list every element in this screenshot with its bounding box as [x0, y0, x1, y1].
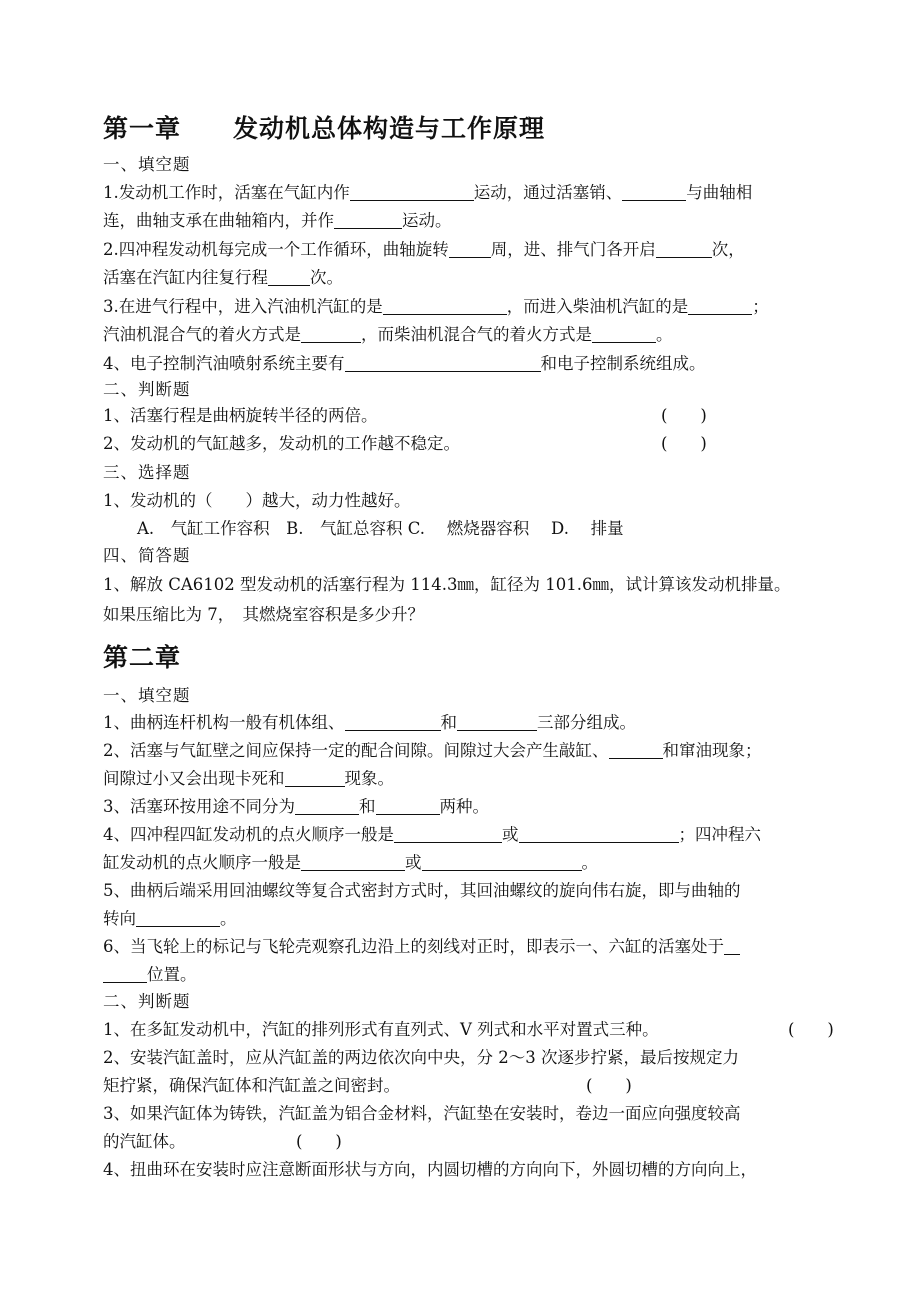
ch1-fill-q1-line2: 连，曲轴支承在曲轴箱内，并作 运动。 — [103, 211, 452, 230]
answer-blank[interactable] — [609, 741, 663, 759]
answer-blank[interactable] — [103, 965, 147, 983]
answer-blank[interactable] — [519, 825, 679, 843]
ch1-choice-q1-options: A. 气缸工作容积 B. 气缸总容积 C. 燃烧器容积 D. 排量 — [137, 519, 624, 538]
ch1-judge-q2: 2、发动机的气缸越多，发动机的工作越不稳定。 — [103, 434, 460, 453]
ch1-choice-heading: 三、选择题 — [103, 463, 191, 482]
ch2-judge-heading: 二、判断题 — [103, 992, 191, 1011]
ch1-fill-heading: 一、填空题 — [103, 155, 191, 174]
ch2-judge-q4-line1: 4、扭曲环在安装时应注意断面形状与方向，内圆切槽的方向向下，外圆切槽的方向向上， — [103, 1160, 757, 1179]
ch1-choice-q1: 1、发动机的（ ）越大，动力性越好。 — [103, 491, 411, 510]
ch2-fill-heading: 一、填空题 — [103, 686, 191, 705]
ch2-fill-q3: 3、活塞环按用途不同分为 和 两种。 — [103, 797, 489, 816]
answer-blank[interactable] — [724, 937, 740, 955]
answer-blank[interactable] — [422, 853, 582, 871]
answer-blank[interactable] — [136, 909, 220, 927]
answer-parens[interactable]: ( ) — [788, 1020, 834, 1039]
ch1-fill-q1-line1: 1.发动机工作时，活塞在气缸内作 运动，通过活塞销、 与曲轴相 — [103, 183, 753, 202]
answer-blank[interactable] — [656, 240, 712, 258]
ch2-fill-q2-line2: 间隙过小又会出现卡死和 现象。 — [103, 769, 394, 788]
ch2-fill-q4-line1: 4、四冲程四缸发动机的点火顺序一般是 或 ；四冲程六 — [103, 825, 761, 844]
answer-blank[interactable] — [394, 825, 502, 843]
ch2-fill-q4-line2: 缸发动机的点火顺序一般是 或 。 — [103, 853, 598, 872]
answer-blank[interactable] — [268, 268, 310, 286]
answer-blank[interactable] — [350, 183, 474, 201]
answer-blank[interactable] — [301, 853, 405, 871]
ch2-judge-q3-line1: 3、如果汽缸体为铸铁，汽缸盖为铝合金材料，汽缸垫在安装时，卷边一面应向强度较高 — [103, 1104, 741, 1123]
answer-blank[interactable] — [376, 797, 440, 815]
ch1-fill-q2-line1: 2.四冲程发动机每完成一个工作循环，曲轴旋转 周，进、排气门各开启 次， — [103, 240, 745, 259]
answer-blank[interactable] — [622, 183, 686, 201]
answer-blank[interactable] — [688, 297, 752, 315]
ch2-judge-q1: 1、在多缸发动机中，汽缸的排列形式有直列式、V 列式和水平对置式三种。 — [103, 1020, 659, 1039]
answer-blank[interactable] — [345, 354, 541, 372]
answer-blank[interactable] — [457, 713, 537, 731]
answer-blank[interactable] — [383, 297, 507, 315]
ch2-fill-q5-line2: 转向 。 — [103, 909, 237, 928]
ch1-fill-q2-line2: 活塞在汽缸内往复行程 次。 — [103, 268, 343, 287]
ch2-fill-q1: 1、曲柄连杆机构一般有机体组、 和 三部分组成。 — [103, 713, 636, 732]
ch1-judge-q1: 1、活塞行程是曲柄旋转半径的两倍。 — [103, 406, 378, 425]
ch1-short-heading: 四、简答题 — [103, 546, 191, 565]
answer-blank[interactable] — [285, 769, 345, 787]
ch2-judge-q2-line1: 2、安装汽缸盖时，应从汽缸盖的两边依次向中央，分 2～3 次逐步拧紧，最后按规定力 — [103, 1048, 739, 1067]
ch2-fill-q5-line1: 5、曲柄后端采用回油螺纹等复合式密封方式时，其回油螺纹的旋向伟右旋，即与曲轴的 — [103, 881, 741, 900]
ch2-judge-q2-line2: 矩拧紧，确保汽缸体和汽缸盖之间密封。 — [103, 1076, 400, 1095]
ch1-judge-heading: 二、判断题 — [103, 380, 191, 399]
answer-blank[interactable] — [301, 325, 361, 343]
answer-blank[interactable] — [345, 713, 441, 731]
answer-blank[interactable] — [449, 240, 491, 258]
answer-parens[interactable]: ( ) — [296, 1132, 342, 1151]
ch1-fill-q3-line2: 汽油机混合气的着火方式是 ，而柴油机混合气的着火方式是 。 — [103, 325, 673, 344]
answer-blank[interactable] — [334, 211, 402, 229]
ch1-fill-q4: 4、电子控制汽油喷射系统主要有 和电子控制系统组成。 — [103, 354, 706, 373]
answer-parens[interactable]: ( ) — [661, 434, 707, 453]
answer-blank[interactable] — [592, 325, 656, 343]
ch2-fill-q6-line1: 6、当飞轮上的标记与飞轮壳观察孔边沿上的刻线对正时，即表示一、六缸的活塞处于 — [103, 937, 740, 957]
answer-blank[interactable] — [295, 797, 359, 815]
ch1-short-q1-line2: 如果压缩比为 7， 其燃烧室容积是多少升？ — [103, 605, 424, 624]
ch1-short-q1-line1: 1、解放 CA6102 型发动机的活塞行程为 114.3㎜，缸径为 101.6㎜，试计算该发动机排量。 — [103, 575, 791, 594]
answer-parens[interactable]: ( ) — [586, 1076, 632, 1095]
ch1-fill-q3-line1: 3.在进气行程中，进入汽油机汽缸的是 ，而进入柴油机汽缸的是 ； — [103, 297, 769, 316]
ch2-judge-q3-line2: 的汽缸体。 — [103, 1132, 186, 1151]
ch2-fill-q6-line2: 位置。 — [103, 965, 197, 985]
ch2-fill-q2-line1: 2、活塞与气缸壁之间应保持一定的配合间隙。间隙过大会产生敲缸、 和窜油现象； — [103, 741, 762, 760]
chapter-2-title: 第二章 — [103, 643, 182, 672]
chapter-1-title: 第一章 发动机总体构造与工作原理 — [103, 114, 546, 143]
answer-parens[interactable]: ( ) — [661, 406, 707, 425]
